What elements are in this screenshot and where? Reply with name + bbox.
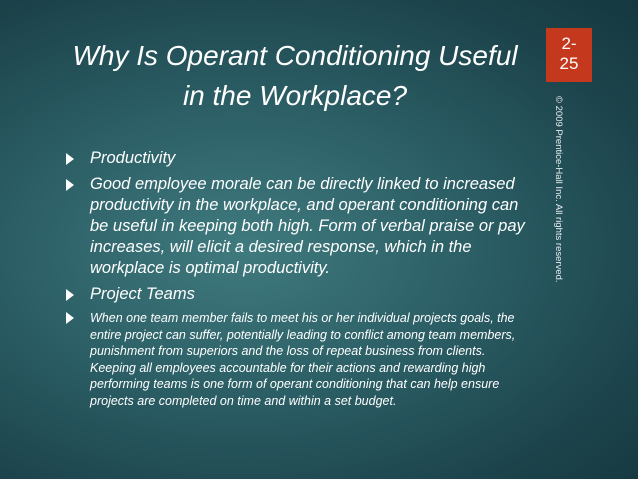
slide-number-badge: [546, 28, 592, 82]
bullet-arrow-icon: [66, 289, 74, 301]
bullet-arrow-icon: [66, 153, 74, 165]
copyright-notice: © 2009 Prentice-Hall Inc. All rights reserved.: [553, 96, 564, 283]
bullet-arrow-icon: [66, 312, 74, 324]
bullet-list: [66, 148, 532, 409]
bullet-item-productivity: [66, 148, 532, 169]
bullet-item-project-teams: [66, 284, 532, 305]
slide-title: Why Is Operant Conditioning Useful in the Workplace?: [72, 40, 518, 111]
bullet-text: Project Teams: [90, 285, 195, 303]
bullet-text: When one team member fails to meet his or her individual projects goals, the entire project can suffer, potentially leading to conflict among team members, punishment from superiors and the loss of repeat business from clients. Keeping all employees accountable for their actions and rewarding high performing teams is one form of operant conditioning that can help ensure projects are completed on time and within a set budget.: [90, 311, 516, 408]
slide-number: 2- 25: [559, 34, 579, 73]
bullet-arrow-icon: [66, 179, 74, 191]
bullet-item-morale: [66, 174, 532, 279]
bullet-text: Good employee morale can be directly linked to increased productivity in the workplace, and operant conditioning can be useful in keeping both high. Form of verbal praise or pay increases, will elicit a desired response, which in the workplace is optimal productivity.: [90, 175, 525, 277]
bullet-item-team-accountability: [66, 310, 532, 409]
bullet-text: Productivity: [90, 149, 176, 167]
